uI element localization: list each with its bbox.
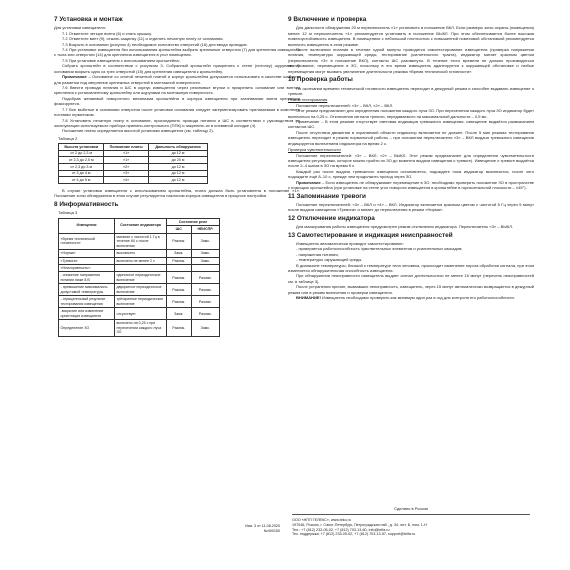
mounting-height-table	[58, 143, 208, 184]
table-cell: Замк.	[191, 250, 220, 257]
made-in-label: Сделано в России	[394, 506, 428, 511]
table-2-caption: Таблица 2	[58, 135, 78, 141]
s9-paragraph: После включения питания в течение одной минуты проводится самотестирование извещателя (проверка напряжения питания, температуры окружающей среды, тестирование усилительного тракта), индикатор мигает красным цветом (переключатель «3» в положение ВКЛ), контакты ШС разомкнуты. В течение этого времени не должно производиться тестирование, перемещение в ЗО, поскольку в это время извещатель адаптируется к окружающей обстановке и любые перемещения могут вызвать увеличение длительности режима «Время технической готовности».	[288, 47, 534, 74]
table-cell: «Неисправность»:	[59, 264, 115, 271]
s13-paragraph: Извещатель автоматически проводит самотестирование:	[296, 240, 404, 246]
s7-paragraph: Для установки извещателя:	[54, 25, 106, 31]
section-10-title: 10 Проверка работы	[288, 76, 353, 84]
s7-paragraph: 7.8 Установить печатную плату в основание, присоединить провода питания и ШС в соответствии с руководством по эксплуатации используемого прибора приемно-контрольного (ППК) и закрепить их в клеммной колодке (4).	[54, 117, 300, 128]
table-cell: Разомк.	[167, 257, 192, 264]
table-cell: Разомк.	[191, 296, 220, 308]
edition-line: №400150	[263, 528, 280, 533]
s7-paragraph: Положение платы определяется высотой установки извещателя (см. таблицу 2).	[62, 128, 214, 134]
table-cell: «1»	[104, 150, 149, 157]
table-cell: - отрицательный результат тестирования извещения	[59, 296, 115, 308]
table-cell: от 3 до 4 м	[59, 170, 104, 177]
s13-paragraph: - температуры окружающей среды.	[296, 257, 363, 263]
s7-paragraph: 7.4 При установке извещателя без использования кронштейна выбрать крепежные отверстия (7) для крепления извещателя с тыла или отверстия (14) для крепления извещателя в угол помещения.	[54, 47, 300, 58]
table-cell: Разомк.	[191, 272, 220, 284]
table-row	[59, 257, 220, 264]
s10-paragraph: Положение переключателей: «3» – ВКЛ, «2» – ВКЛ.	[296, 102, 394, 108]
s13-paragraph: В диапазоне температуры, близкой к температуре тела человека, происходит изменение порога обработки сигнала, при этом изменяется обнаружительная способность извещателя.	[288, 262, 534, 273]
table-row	[59, 177, 208, 184]
s7-paragraph: 7.5 При установке извещателя с использованием кронштейна:	[62, 57, 180, 63]
s10-paragraph: После отсутствия движения в охраняемой области индикатор включается не должен. После 5 мин режима тестирования извещатель переходит в режим нормальной работы – при положении переключателя «3» – ВКЛ выдача тревожного извещения индицируется включением индикатора на время 2 с.	[288, 129, 534, 146]
section-12-title: 12 Отключение индикатора	[288, 214, 375, 222]
table-cell: от 2 до 2,3 м	[59, 150, 104, 157]
table-cell: Замк.	[191, 233, 220, 249]
table-row-fault-header	[59, 264, 220, 271]
s7-paragraph: В случае установки извещателя с использованием кронштейна, плата должна быть установлена в положение «1». Положение зоны обнаружения в этом случае регулируется наклоном корпуса извещателя в процессе настройки.	[54, 187, 300, 199]
table-cell	[167, 264, 192, 271]
table-header: Положение платы	[104, 144, 149, 151]
table-cell: Определение ЗО	[59, 320, 115, 336]
table-cell: Замк.	[167, 250, 192, 257]
warning-text: Извещатель необходимо проверять как минимум один раз в год для контроля его работоспособности.	[320, 295, 515, 301]
table-cell: до 12 м	[149, 170, 208, 177]
table-row	[59, 296, 220, 308]
company-footer	[292, 518, 530, 537]
warning-label: ВНИМАНИЕ!	[296, 295, 321, 301]
table-row	[59, 170, 208, 177]
s7-paragraph: 7.6 Ввести провода питания и ШС в корпус извещателя через резиновые втулки и прикрепить основание или винтом крепления к установленному кронштейну или шурупами на монтажную поверхность.	[54, 85, 300, 96]
table-cell: «1»	[104, 157, 149, 164]
s12-paragraph: Для маскирования работы извещателя предусмотрен режим отключения индикатора. Переключатель «3» – ВЫКЛ.	[296, 224, 514, 230]
table-cell: Разомк.	[167, 233, 192, 249]
s10-paragraph: Примечание – В этом режиме отсутствует световая индикация тревожного извещения, извещение выдаётся размыканием контактов ШС.	[288, 119, 534, 130]
footer-line: Тех. поддержка: +7 (812) 233-05-02, +7 (812) 703-13-57, support@telfa.ru	[292, 532, 416, 537]
section-13-title: 13 Самотестирование и индикация неисправностей	[288, 231, 453, 239]
s7-paragraph: 7.2 Отвинтите винт (9), отжать защелку (11) и отделить печатную плату от основания.	[62, 36, 224, 42]
table-row	[59, 150, 208, 157]
table-row	[59, 164, 208, 171]
table-cell: Разомк.	[167, 320, 192, 336]
table-cell: отсутствует	[115, 308, 167, 320]
table-cell: Замк.	[167, 308, 192, 320]
s13-paragraph: При обнаружении неисправности извещатель выдает сигнал длительностью не менее 15 минут (перечень неисправностей см. в таблице 3).	[288, 273, 534, 284]
table-cell: Разомк.	[167, 272, 192, 284]
table-cell: двукратное периодическое включение	[115, 284, 167, 296]
table-3-caption: Таблица 3	[58, 210, 78, 216]
table-cell: Замк.	[191, 320, 220, 336]
s10-paragraph: Этот режим предназначен для определения положения каждого луча ЗО. При пересечении каждого луча ЗО индикатор будет включаться на 0,25 с. Отключения сигнала тревоги, передаваемого на максимальной дальности – 0,5 мс.	[288, 108, 534, 119]
table-cell	[115, 264, 167, 271]
note-label: Примечание	[62, 74, 87, 80]
table-cell: «3»	[104, 170, 149, 177]
table-cell: - снижение напряжения питания ниже 8 В	[59, 272, 115, 284]
s10-paragraph: Положение переключателей: «3» – ВКЛ, «2» – ВЫКЛ. Этот режим предназначен для определения чувствительности извещателя регулировки, которое можно пройти по ЗО до момента выдачи извещения о тревоге). Извещение о тревоге выдаётся после 2–4 шагов в ЗО на время 5 с.	[288, 152, 534, 169]
s7-paragraph: Собрать кронштейн в соответствии с рисунком 3. Собранный кронштейн прикрепить к стене (потолку) шурупами. В основании вскрыть одно из трех отверстий (15) для крепления извещателя к кронштейну.	[54, 63, 300, 74]
table-header: Состояние реле	[167, 218, 220, 225]
note-text: – Основание со снятой печатной платой и корпус кронштейна допускается использовать в качестве шаблона для разметки под сверление крепежных отверстий в монтажной поверхности.	[54, 74, 300, 85]
table-cell: -вскрытие или изменение ориентации извещателя	[59, 308, 115, 320]
table-cell: включено не менее 2 с	[115, 257, 167, 264]
table-header: Высота установки	[59, 144, 104, 151]
table-cell: трёхкратное периодическое включение	[115, 296, 167, 308]
informativity-table	[58, 218, 220, 337]
footer-line: Тел.: +7 (812) 233-05-02, +7 (812) 703-13-60, info@telfa.ru	[292, 527, 390, 532]
s13-paragraph: - проверяется работоспособность чувствительных элементов и усилительных каскадов;	[296, 246, 463, 252]
edition-line: Изм. 3 от 11.08.2020	[245, 524, 280, 528]
footer-divider	[292, 514, 530, 515]
table-cell: «4»	[104, 177, 149, 184]
table-cell: выключено	[115, 250, 167, 257]
table-cell: до 12 м	[149, 150, 208, 157]
table-row	[59, 320, 220, 336]
table-cell: «2»	[104, 164, 149, 171]
table-cell: одиночное периодическое включение	[115, 272, 167, 284]
table-row	[59, 233, 220, 249]
s10-note	[288, 180, 534, 191]
sensitivity-subtitle: Проверка чувствительности	[288, 147, 341, 153]
section-7-title: 7 Установка и монтаж	[54, 16, 123, 23]
table-cell: Разомк.	[167, 296, 192, 308]
table-header: Состояние индикатора	[115, 218, 167, 233]
table-row	[59, 272, 220, 284]
footer-line: ООО «НПП ГЕЛЕКС», www.teko.ru	[292, 518, 351, 522]
table-cell: от 2,3 до 3 м	[59, 164, 104, 171]
table-cell: Замк.	[191, 257, 220, 264]
s10-paragraph: Каждый раз после выдачи тревожного извещения остановитесь, подождите пока индикатор выключится, после чего подождите ещё 8–10 с, прежде чем продолжить проход через ЗО.	[288, 168, 534, 180]
footer-line: 197046, Россия, г. Санкт-Петербург, Петроградская наб., д. 34, лит. Б, пом. 1-Н	[292, 522, 427, 527]
section-8-title: 8 Информативность	[54, 200, 119, 208]
s13-paragraph: После устранения причин, вызвавших неисправность, извещатель, через 15 минут автоматически возвращается в дежурный режим или в режим включения и проверки извещателя.	[288, 284, 534, 295]
table-row	[59, 250, 220, 257]
s7-paragraph: Подобрав желаемый поворотного механизма кронштейна и корпуса извещателя при затягивании винта крепления фиксируются.	[54, 95, 300, 107]
section-11-title: 11 Запоминание тревоги	[288, 192, 366, 200]
table-row	[59, 284, 220, 296]
s7-paragraph: 7.7 Все выбитые в основании отверстия после установки основания следует загерметизировать прилагаемым в комплекте поставки герметиком.	[54, 106, 300, 118]
right-column	[288, 14, 534, 301]
table-cell: включено на 0,25 с при пересечении каждого луча ЗО	[115, 320, 167, 336]
note-text: – Если извещатель не обнаруживает перемещение в ЗО, необходимо проверить положение ЗО в пространстве с помощью кронштейна (при установке на стене угол поворота извещателя в кронштейне в горизонтальной плоскости – ±45°).	[288, 179, 534, 191]
table-header: Дальность обнаружения	[149, 144, 208, 151]
s7-paragraph: 7.1 Отвинтите четыре винта (6) и снять крышку.	[62, 30, 152, 36]
table-row	[59, 157, 208, 164]
table-header: Извещения	[59, 218, 115, 233]
table-cell: Разомк.	[191, 284, 220, 296]
s9-paragraph: Для дальности обнаружения 20 м переключатель «1» установить в положение ВКЛ. Если размеры зоны охраны (помещения) менее 12 м переключатель «1» рекомендуется установить в положение ВЫКЛ. При этом обеспечивается более высокая помехоустойчивость извещателя. В помещениях с небольшой плотностью с повышенной помеховой обстановкой рекомендуется включить извещатель в этом режиме.	[288, 25, 534, 47]
table-cell: «Тревога»	[59, 257, 115, 264]
table-cell: до 12 м	[149, 164, 208, 171]
table-cell: от 2,3 до 2,5 м	[59, 157, 104, 164]
table-cell: «Норма»	[59, 250, 115, 257]
table-row	[59, 308, 220, 320]
s7-note	[54, 74, 300, 85]
table-cell: - превышение максимально-допустимой температуры	[59, 284, 115, 296]
table-header: НЕИСПР.	[191, 226, 220, 233]
test-mode-subtitle: Режим тестирования	[288, 97, 328, 103]
table-cell: Разомк.	[191, 308, 220, 320]
table-cell	[191, 264, 220, 271]
s13-paragraph: - напряжения питания;	[296, 251, 339, 257]
table-cell: до 20 м	[149, 157, 208, 164]
table-cell: от 4 до 5 м	[59, 177, 104, 184]
edition-info	[220, 524, 280, 534]
table-cell: Разомк.	[167, 284, 192, 296]
table-cell: мигание с частотой 1 Гц в течение 60 с после включения	[115, 233, 167, 249]
s10-paragraph: По окончании времени технической готовности извещатель переходит в дежурный режим и способен выдавать извещение о тревоге.	[288, 85, 534, 96]
left-column	[54, 14, 300, 341]
s7-paragraph: 7.3 Вскрыть в основании (рисунок 4) необходимое количество отверстий (16) для ввода проводов.	[62, 41, 248, 47]
table-cell: до 12 м	[149, 177, 208, 184]
table-cell: «Время технической готовности»	[59, 233, 115, 249]
table-header: ШС	[167, 226, 192, 233]
note-label: Примечание	[296, 179, 321, 185]
s13-warning	[288, 295, 534, 300]
s11-paragraph: Положение переключателей: «3» – ВКЛ и «4» – ВКЛ. Индикатор включается красным цветом с частотой 5 Гц через 5 минут после выдачи извещения «Тревога» и мигает до переключения в режим «Норма».	[288, 201, 534, 213]
section-9-title: 9 Включение и проверка	[288, 16, 367, 23]
